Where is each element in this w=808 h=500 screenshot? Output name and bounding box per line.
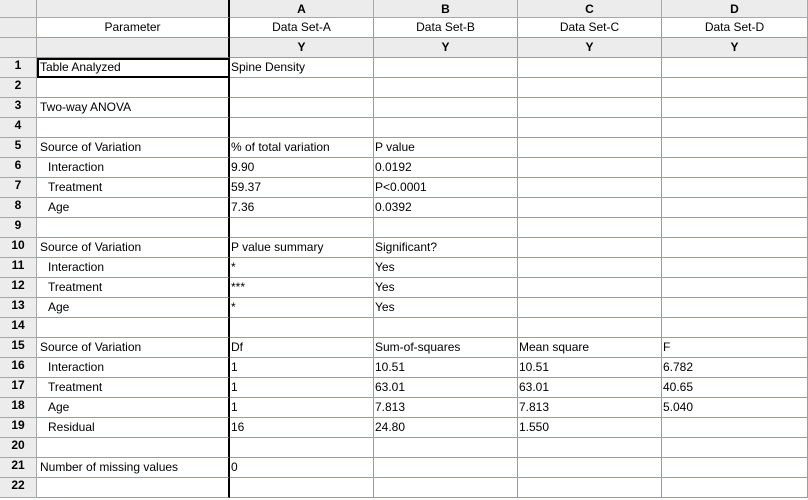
- param-letter-header: [37, 0, 230, 18]
- dataset-title-d[interactable]: Data Set-D: [662, 18, 808, 38]
- parameter-cell[interactable]: Interaction: [37, 258, 230, 278]
- data-cell-c[interactable]: [518, 198, 662, 218]
- data-cell-a[interactable]: 1: [230, 378, 374, 398]
- parameter-cell[interactable]: Source of Variation: [37, 138, 230, 158]
- data-cell-a[interactable]: 9.90: [230, 158, 374, 178]
- data-cell-c[interactable]: [518, 298, 662, 318]
- data-cell-d[interactable]: [662, 218, 808, 238]
- data-cell-b[interactable]: [374, 218, 518, 238]
- parameter-cell[interactable]: Age: [37, 198, 230, 218]
- row-number[interactable]: 20: [0, 438, 37, 458]
- data-cell-c[interactable]: [518, 178, 662, 198]
- dataset-title-b[interactable]: Data Set-B: [374, 18, 518, 38]
- data-cell-c[interactable]: [518, 278, 662, 298]
- data-cell-d[interactable]: [662, 238, 808, 258]
- data-cell-b[interactable]: 7.813: [374, 398, 518, 418]
- row-number[interactable]: 2: [0, 78, 37, 98]
- data-cell-b[interactable]: [374, 118, 518, 138]
- data-cell-c[interactable]: [518, 138, 662, 158]
- data-cell-c[interactable]: 10.51: [518, 358, 662, 378]
- data-cell-a[interactable]: 1: [230, 398, 374, 418]
- data-cell-a[interactable]: 59.37: [230, 178, 374, 198]
- column-header-b[interactable]: B: [374, 0, 518, 18]
- data-cell-c[interactable]: Mean square: [518, 338, 662, 358]
- row-number[interactable]: 9: [0, 218, 37, 238]
- data-cell-d[interactable]: F: [662, 338, 808, 358]
- column-header-d[interactable]: D: [662, 0, 808, 18]
- parameter-cell[interactable]: [37, 318, 230, 338]
- data-cell-a[interactable]: Df: [230, 338, 374, 358]
- parameter-cell[interactable]: [37, 218, 230, 238]
- corner-cell-2: [0, 18, 37, 38]
- data-cell-b[interactable]: 0.0192: [374, 158, 518, 178]
- dataset-title-c[interactable]: Data Set-C: [518, 18, 662, 38]
- parameter-cell[interactable]: Treatment: [37, 178, 230, 198]
- row-number[interactable]: 4: [0, 118, 37, 138]
- y-label-param: [37, 38, 230, 58]
- data-cell-b[interactable]: P<0.0001: [374, 178, 518, 198]
- data-cell-b[interactable]: [374, 98, 518, 118]
- data-cell-c[interactable]: [518, 258, 662, 278]
- data-cell-c[interactable]: [518, 78, 662, 98]
- data-cell-d[interactable]: [662, 98, 808, 118]
- parameter-cell[interactable]: Interaction: [37, 358, 230, 378]
- row-number[interactable]: 8: [0, 198, 37, 218]
- parameter-cell[interactable]: [37, 118, 230, 138]
- data-cell-b[interactable]: [374, 478, 518, 498]
- parameter-cell[interactable]: Treatment: [37, 378, 230, 398]
- parameter-cell[interactable]: Interaction: [37, 158, 230, 178]
- data-cell-c[interactable]: [518, 98, 662, 118]
- data-cell-b[interactable]: Yes: [374, 278, 518, 298]
- row-number[interactable]: 3: [0, 98, 37, 118]
- data-cell-c[interactable]: [518, 218, 662, 238]
- data-cell-d[interactable]: [662, 478, 808, 498]
- row-number[interactable]: 19: [0, 418, 37, 438]
- data-cell-d[interactable]: [662, 298, 808, 318]
- data-cell-b[interactable]: [374, 458, 518, 478]
- data-cell-a[interactable]: 16: [230, 418, 374, 438]
- data-cell-d[interactable]: [662, 118, 808, 138]
- data-cell-b[interactable]: 10.51: [374, 358, 518, 378]
- data-cell-b[interactable]: Significant?: [374, 238, 518, 258]
- data-cell-b[interactable]: P value: [374, 138, 518, 158]
- row-number[interactable]: 1: [0, 58, 37, 78]
- parameter-cell[interactable]: Age: [37, 398, 230, 418]
- data-cell-c[interactable]: [518, 58, 662, 78]
- parameter-cell[interactable]: Number of missing values: [37, 458, 230, 478]
- row-number[interactable]: 12: [0, 278, 37, 298]
- data-cell-a[interactable]: Spine Density: [230, 58, 374, 78]
- data-cell-a[interactable]: 7.36: [230, 198, 374, 218]
- data-cell-d[interactable]: [662, 438, 808, 458]
- data-cell-a[interactable]: [230, 118, 374, 138]
- data-cell-d[interactable]: [662, 138, 808, 158]
- corner-cell-3: [0, 38, 37, 58]
- data-cell-a[interactable]: % of total variation: [230, 138, 374, 158]
- parameter-cell[interactable]: [37, 78, 230, 98]
- data-cell-d[interactable]: [662, 458, 808, 478]
- data-cell-b[interactable]: [374, 438, 518, 458]
- data-cell-c[interactable]: [518, 158, 662, 178]
- parameter-cell[interactable]: Table Analyzed: [37, 58, 230, 78]
- parameter-cell[interactable]: Source of Variation: [37, 338, 230, 358]
- data-cell-c[interactable]: 7.813: [518, 398, 662, 418]
- data-cell-d[interactable]: 5.040: [662, 398, 808, 418]
- data-cell-c[interactable]: [518, 458, 662, 478]
- row-number[interactable]: 13: [0, 298, 37, 318]
- y-label-d: Y: [662, 38, 808, 58]
- data-cell-d[interactable]: [662, 58, 808, 78]
- data-cell-a[interactable]: *: [230, 298, 374, 318]
- data-cell-a[interactable]: [230, 98, 374, 118]
- data-cell-a[interactable]: [230, 78, 374, 98]
- corner-cell[interactable]: [0, 0, 37, 18]
- row-number[interactable]: 6: [0, 158, 37, 178]
- parameter-cell[interactable]: Two-way ANOVA: [37, 98, 230, 118]
- data-cell-a[interactable]: P value summary: [230, 238, 374, 258]
- y-label-a: Y: [230, 38, 374, 58]
- row-number[interactable]: 22: [0, 478, 37, 498]
- row-number[interactable]: 5: [0, 138, 37, 158]
- data-cell-a[interactable]: 1: [230, 358, 374, 378]
- row-number[interactable]: 18: [0, 398, 37, 418]
- parameter-header: Parameter: [37, 18, 230, 38]
- parameter-cell[interactable]: Residual: [37, 418, 230, 438]
- row-number[interactable]: 10: [0, 238, 37, 258]
- data-cell-d[interactable]: [662, 78, 808, 98]
- column-header-a[interactable]: A: [230, 0, 374, 18]
- data-cell-d[interactable]: [662, 198, 808, 218]
- data-cell-d[interactable]: [662, 278, 808, 298]
- data-cell-c[interactable]: [518, 478, 662, 498]
- y-label-c: Y: [518, 38, 662, 58]
- data-cell-a[interactable]: [230, 318, 374, 338]
- data-cell-b[interactable]: [374, 58, 518, 78]
- parameter-cell[interactable]: Source of Variation: [37, 238, 230, 258]
- data-cell-d[interactable]: [662, 258, 808, 278]
- y-label-b: Y: [374, 38, 518, 58]
- data-cell-b[interactable]: [374, 78, 518, 98]
- data-cell-c[interactable]: 63.01: [518, 378, 662, 398]
- data-cell-c[interactable]: [518, 238, 662, 258]
- data-cell-a[interactable]: 0: [230, 458, 374, 478]
- data-cell-b[interactable]: 0.0392: [374, 198, 518, 218]
- dataset-title-a[interactable]: Data Set-A: [230, 18, 374, 38]
- data-cell-b[interactable]: 24.80: [374, 418, 518, 438]
- data-cell-b[interactable]: Sum-of-squares: [374, 338, 518, 358]
- row-number[interactable]: 17: [0, 378, 37, 398]
- row-number[interactable]: 15: [0, 338, 37, 358]
- data-cell-c[interactable]: [518, 318, 662, 338]
- data-cell-c[interactable]: [518, 118, 662, 138]
- data-cell-d[interactable]: [662, 318, 808, 338]
- data-cell-c[interactable]: 1.550: [518, 418, 662, 438]
- data-cell-a[interactable]: [230, 438, 374, 458]
- data-cell-b[interactable]: Yes: [374, 298, 518, 318]
- data-cell-b[interactable]: Yes: [374, 258, 518, 278]
- data-cell-d[interactable]: 6.782: [662, 358, 808, 378]
- parameter-cell[interactable]: Treatment: [37, 278, 230, 298]
- parameter-cell[interactable]: [37, 438, 230, 458]
- data-cell-a[interactable]: [230, 218, 374, 238]
- column-header-c[interactable]: C: [518, 0, 662, 18]
- data-cell-b[interactable]: [374, 318, 518, 338]
- row-number[interactable]: 7: [0, 178, 37, 198]
- row-number[interactable]: 21: [0, 458, 37, 478]
- row-number[interactable]: 14: [0, 318, 37, 338]
- data-cell-c[interactable]: [518, 438, 662, 458]
- row-number[interactable]: 11: [0, 258, 37, 278]
- parameter-cell[interactable]: Age: [37, 298, 230, 318]
- parameter-cell[interactable]: [37, 478, 230, 498]
- data-cell-a[interactable]: [230, 478, 374, 498]
- data-cell-d[interactable]: [662, 418, 808, 438]
- row-number[interactable]: 16: [0, 358, 37, 378]
- data-cell-d[interactable]: [662, 158, 808, 178]
- data-cell-d[interactable]: [662, 178, 808, 198]
- data-cell-a[interactable]: ***: [230, 278, 374, 298]
- data-cell-b[interactable]: 63.01: [374, 378, 518, 398]
- data-cell-d[interactable]: 40.65: [662, 378, 808, 398]
- data-cell-a[interactable]: *: [230, 258, 374, 278]
